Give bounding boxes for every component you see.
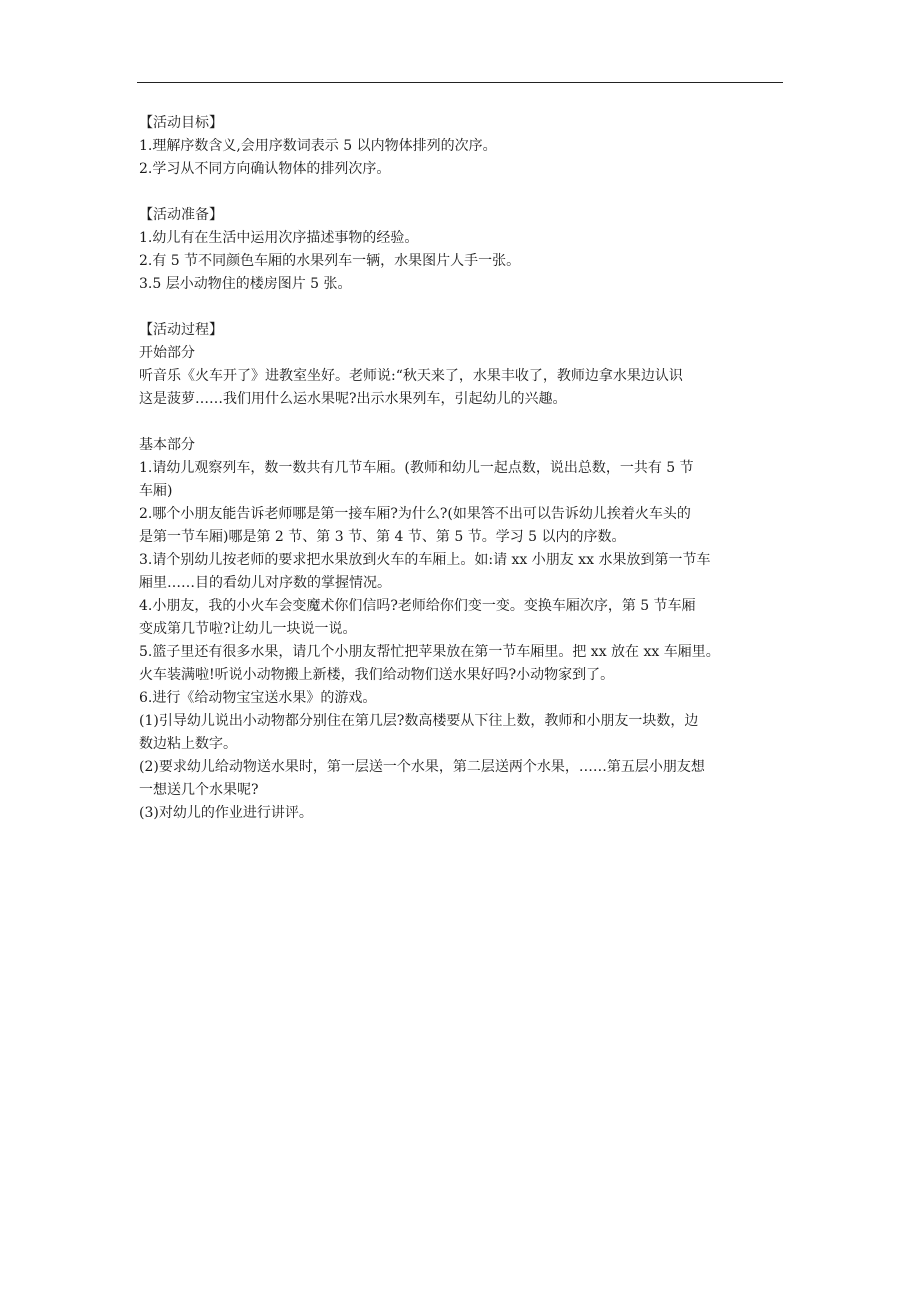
goals-item: 1.理解序数含义,会用序数词表示 5 以内物体排列的次序。 — [139, 138, 497, 154]
goals-item: 2.学习从不同方向确认物体的排列次序。 — [139, 161, 391, 177]
header-rule — [137, 82, 783, 83]
basic-line: (3)对幼儿的作业进行讲评。 — [139, 805, 313, 821]
basic-line: 车厢) — [139, 483, 173, 499]
opening-line: 这是菠萝……我们用什么运水果呢?出示水果列车，引起幼儿的兴趣。 — [139, 391, 567, 407]
basic-line: 变成第几节啦?让幼儿一块说一说。 — [139, 621, 357, 637]
goals-heading: 【活动目标】 — [139, 115, 223, 131]
basic-line: 数边粘上数字。 — [139, 736, 237, 752]
spacer — [139, 411, 789, 434]
opening-title: 开始部分 — [139, 345, 195, 361]
spacer — [139, 181, 789, 204]
basic-title: 基本部分 — [139, 437, 195, 453]
basic-line: 3.请个别幼儿按老师的要求把水果放到火车的车厢上。如:请 xx 小朋友 xx 水果放到第一节车 — [139, 552, 711, 568]
section-process — [139, 319, 789, 825]
preparation-heading: 【活动准备】 — [139, 207, 223, 223]
opening-line: 听音乐《火车开了》进教室坐好。老师说:“秋天来了，水果丰收了，教师边拿水果边认识 — [139, 368, 683, 384]
basic-line: (1)引导幼儿说出小动物都分别住在第几层?数高楼要从下往上数，教师和小朋友一块数，边 — [139, 713, 699, 729]
spacer — [139, 296, 789, 319]
preparation-item: 2.有 5 节不同颜色车厢的水果列车一辆，水果图片人手一张。 — [139, 253, 521, 269]
section-goals — [139, 112, 789, 181]
basic-line: (2)要求幼儿给动物送水果时，第一层送一个水果，第二层送两个水果，……第五层小朋友想 — [139, 759, 705, 775]
basic-line: 一想送几个水果呢? — [139, 782, 259, 798]
preparation-item: 3.5 层小动物住的楼房图片 5 张。 — [139, 276, 352, 292]
basic-line: 6.进行《给动物宝宝送水果》的游戏。 — [139, 690, 377, 706]
preparation-item: 1.幼儿有在生活中运用次序描述事物的经验。 — [139, 230, 419, 246]
basic-line: 5.篮子里还有很多水果，请几个小朋友帮忙把苹果放在第一节车厢里。把 xx 放在 xx 车厢里。 — [139, 644, 720, 660]
basic-line: 火车装满啦!听说小动物搬上新楼，我们给动物们送水果好吗?小动物家到了。 — [139, 667, 615, 683]
basic-line: 4.小朋友，我的小火车会变魔术你们信吗?老师给你们变一变。变换车厢次序，第 5 节车厢 — [139, 598, 696, 614]
basic-line: 是第一节车厢)哪是第 2 节、第 3 节、第 4 节、第 5 节。学习 5 以内的序数。 — [139, 529, 626, 545]
basic-line: 2.哪个小朋友能告诉老师哪是第一接车厢?为什么?(如果答不出可以告诉幼儿挨着火车头的 — [139, 506, 691, 522]
basic-line: 厢里……目的看幼儿对序数的掌握情况。 — [139, 575, 391, 591]
basic-line: 1.请幼儿观察列车，数一数共有几节车厢。(教师和幼儿一起点数，说出总数，一共有 5 节 — [139, 460, 694, 476]
document-body — [139, 112, 789, 825]
process-heading: 【活动过程】 — [139, 322, 223, 338]
section-preparation — [139, 204, 789, 296]
